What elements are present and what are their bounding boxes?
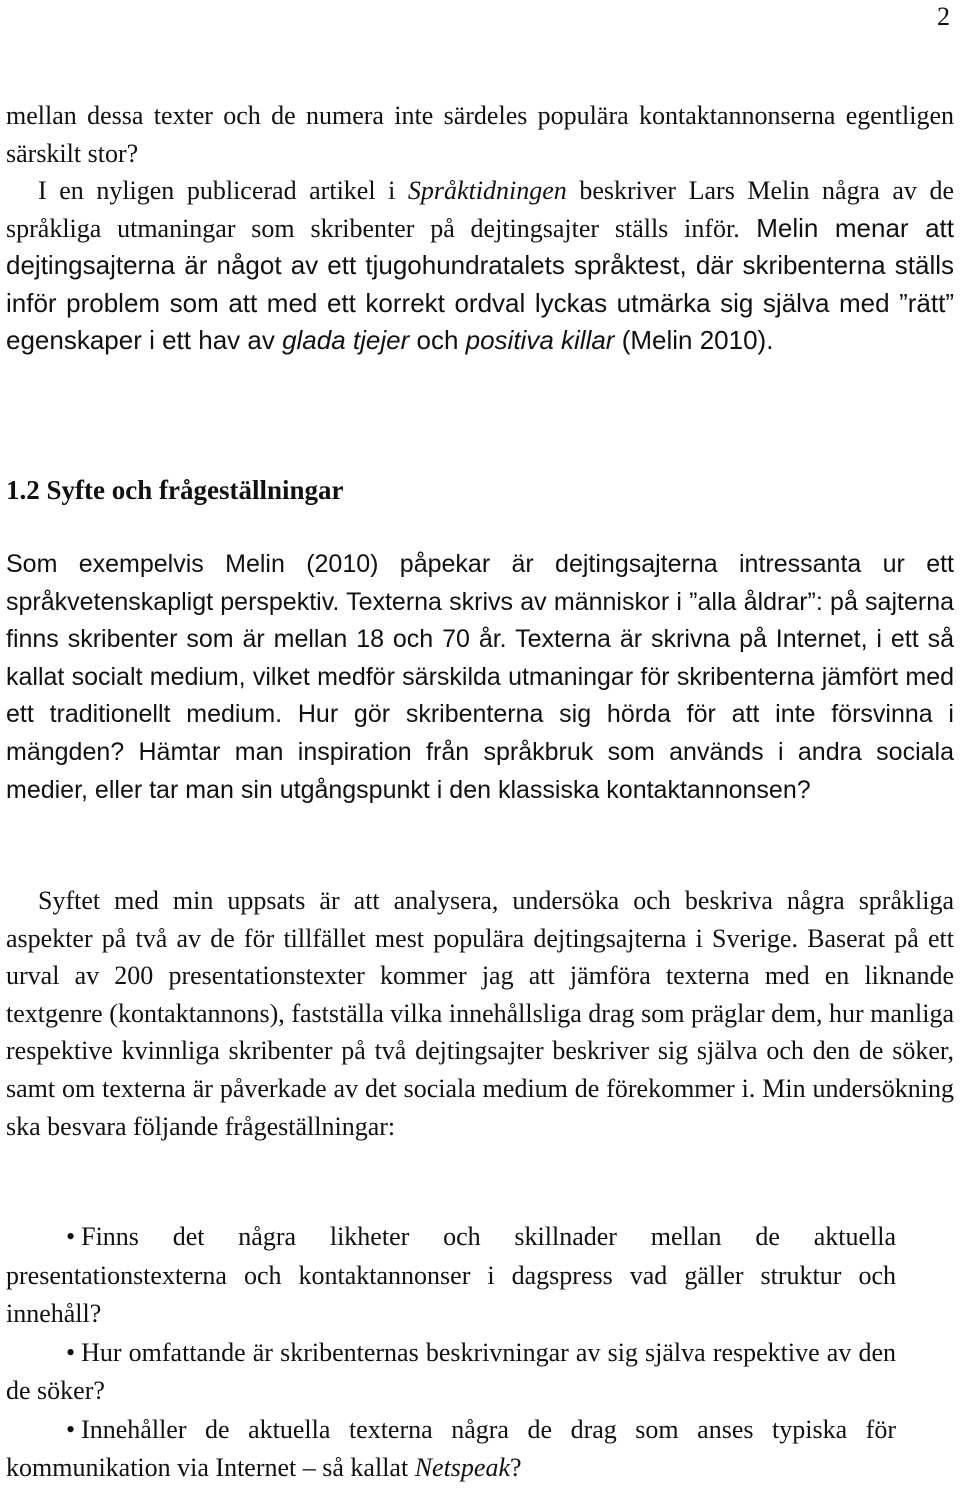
italic-phrase: glada tjejer: [282, 325, 410, 356]
paragraph-purpose-intro: Som exempelvis Melin (2010) påpekar är dejtingsajterna intressanta ur ett språkvetenskapligt perspektiv. Texterna skrivs av människor i ”alla åldrar”: på sajterna finns skribenter som är mellan 18 och 70 år. Texterna är skrivna på Internet, i ett så kallat socialt medium, vilket medför särskilda utmaningar för skribenterna jämfört med ett traditionellt medium. Hur gör skribenterna sig hörda för att inte försvinna i mängden? Hämtar man inspiration från språkbruk som används i andra sociala medier, eller tar man sin utgångspunkt i den klassiska kontaktannonsen?: [6, 550, 954, 804]
list-item-text: Innehåller de aktuella texterna några de drag som anses typiska för kommunikation via Internet – så kallat: [6, 1414, 896, 1482]
paragraph-text: (Melin 2010).: [614, 325, 774, 356]
list-item-text: Finns det några likheter och skillnader mellan de aktuella presentationstexterna och kontaktannonser i dagspress vad gäller struktur och innehåll?: [6, 1222, 896, 1328]
section-heading: 1.2 Syfte och frågeställningar: [6, 475, 344, 505]
paragraph-text: I en nyligen publicerad artikel i: [38, 176, 408, 205]
research-questions-list: [6, 1218, 896, 1488]
list-item: [6, 1218, 896, 1334]
paragraph-text: och: [409, 325, 466, 356]
bullet-icon: •: [66, 1414, 76, 1444]
paragraph-text: mellan dessa texter och de numera inte särdeles populära kontaktannonserna egentligen särskilt stor?: [6, 101, 954, 168]
list-item-text: ?: [510, 1453, 522, 1482]
list-item: [6, 1411, 896, 1488]
list-item-text: Hur omfattande är skribenternas beskrivningar av sig själva respektive av den de söker?: [6, 1337, 896, 1405]
journal-title: Språktidningen: [407, 176, 567, 205]
italic-phrase: positiva killar: [465, 325, 615, 356]
paragraph-purpose: Syftet med min uppsats är att analysera, undersöka och beskriva några språkliga aspekter på två av de för tillfället mest populära dejtingsajterna i Sverige. Baserat på ett urval av 200 presentationstexter kommer jag att jämföra texterna med en liknande textgenre (kontaktannons), fastställa vilka innehållsliga drag som präglar dem, hur manliga respektive kvinnliga skribenter på två dejtingsajter beskriver sig själva och den de söker, samt om texterna är påverkade av det sociala medium de förekommer i. Min undersökning ska besvara följande frågeställningar:: [6, 886, 954, 1141]
paragraph-text: Melin menar att dejtingsajterna är något av ett tjugohundratalets språktest, där skribenterna ställs inför problem som att med ett korrekt ordval lyckas utmärka sig själva med ”rätt” egenskaper i ett hav av: [6, 212, 954, 356]
bullet-icon: •: [66, 1337, 76, 1367]
paragraph-text: beskriver Lars Melin några av de språkliga utmaningar som skribenter på dejtingsajter ställs inför.: [6, 176, 954, 243]
italic-term: Netspeak: [414, 1453, 510, 1482]
page-number: 2: [937, 2, 950, 31]
bullet-icon: •: [66, 1222, 76, 1251]
paragraph-melin-article: [6, 172, 954, 360]
paragraph-intro-end: [6, 97, 954, 172]
list-item: [6, 1334, 896, 1411]
